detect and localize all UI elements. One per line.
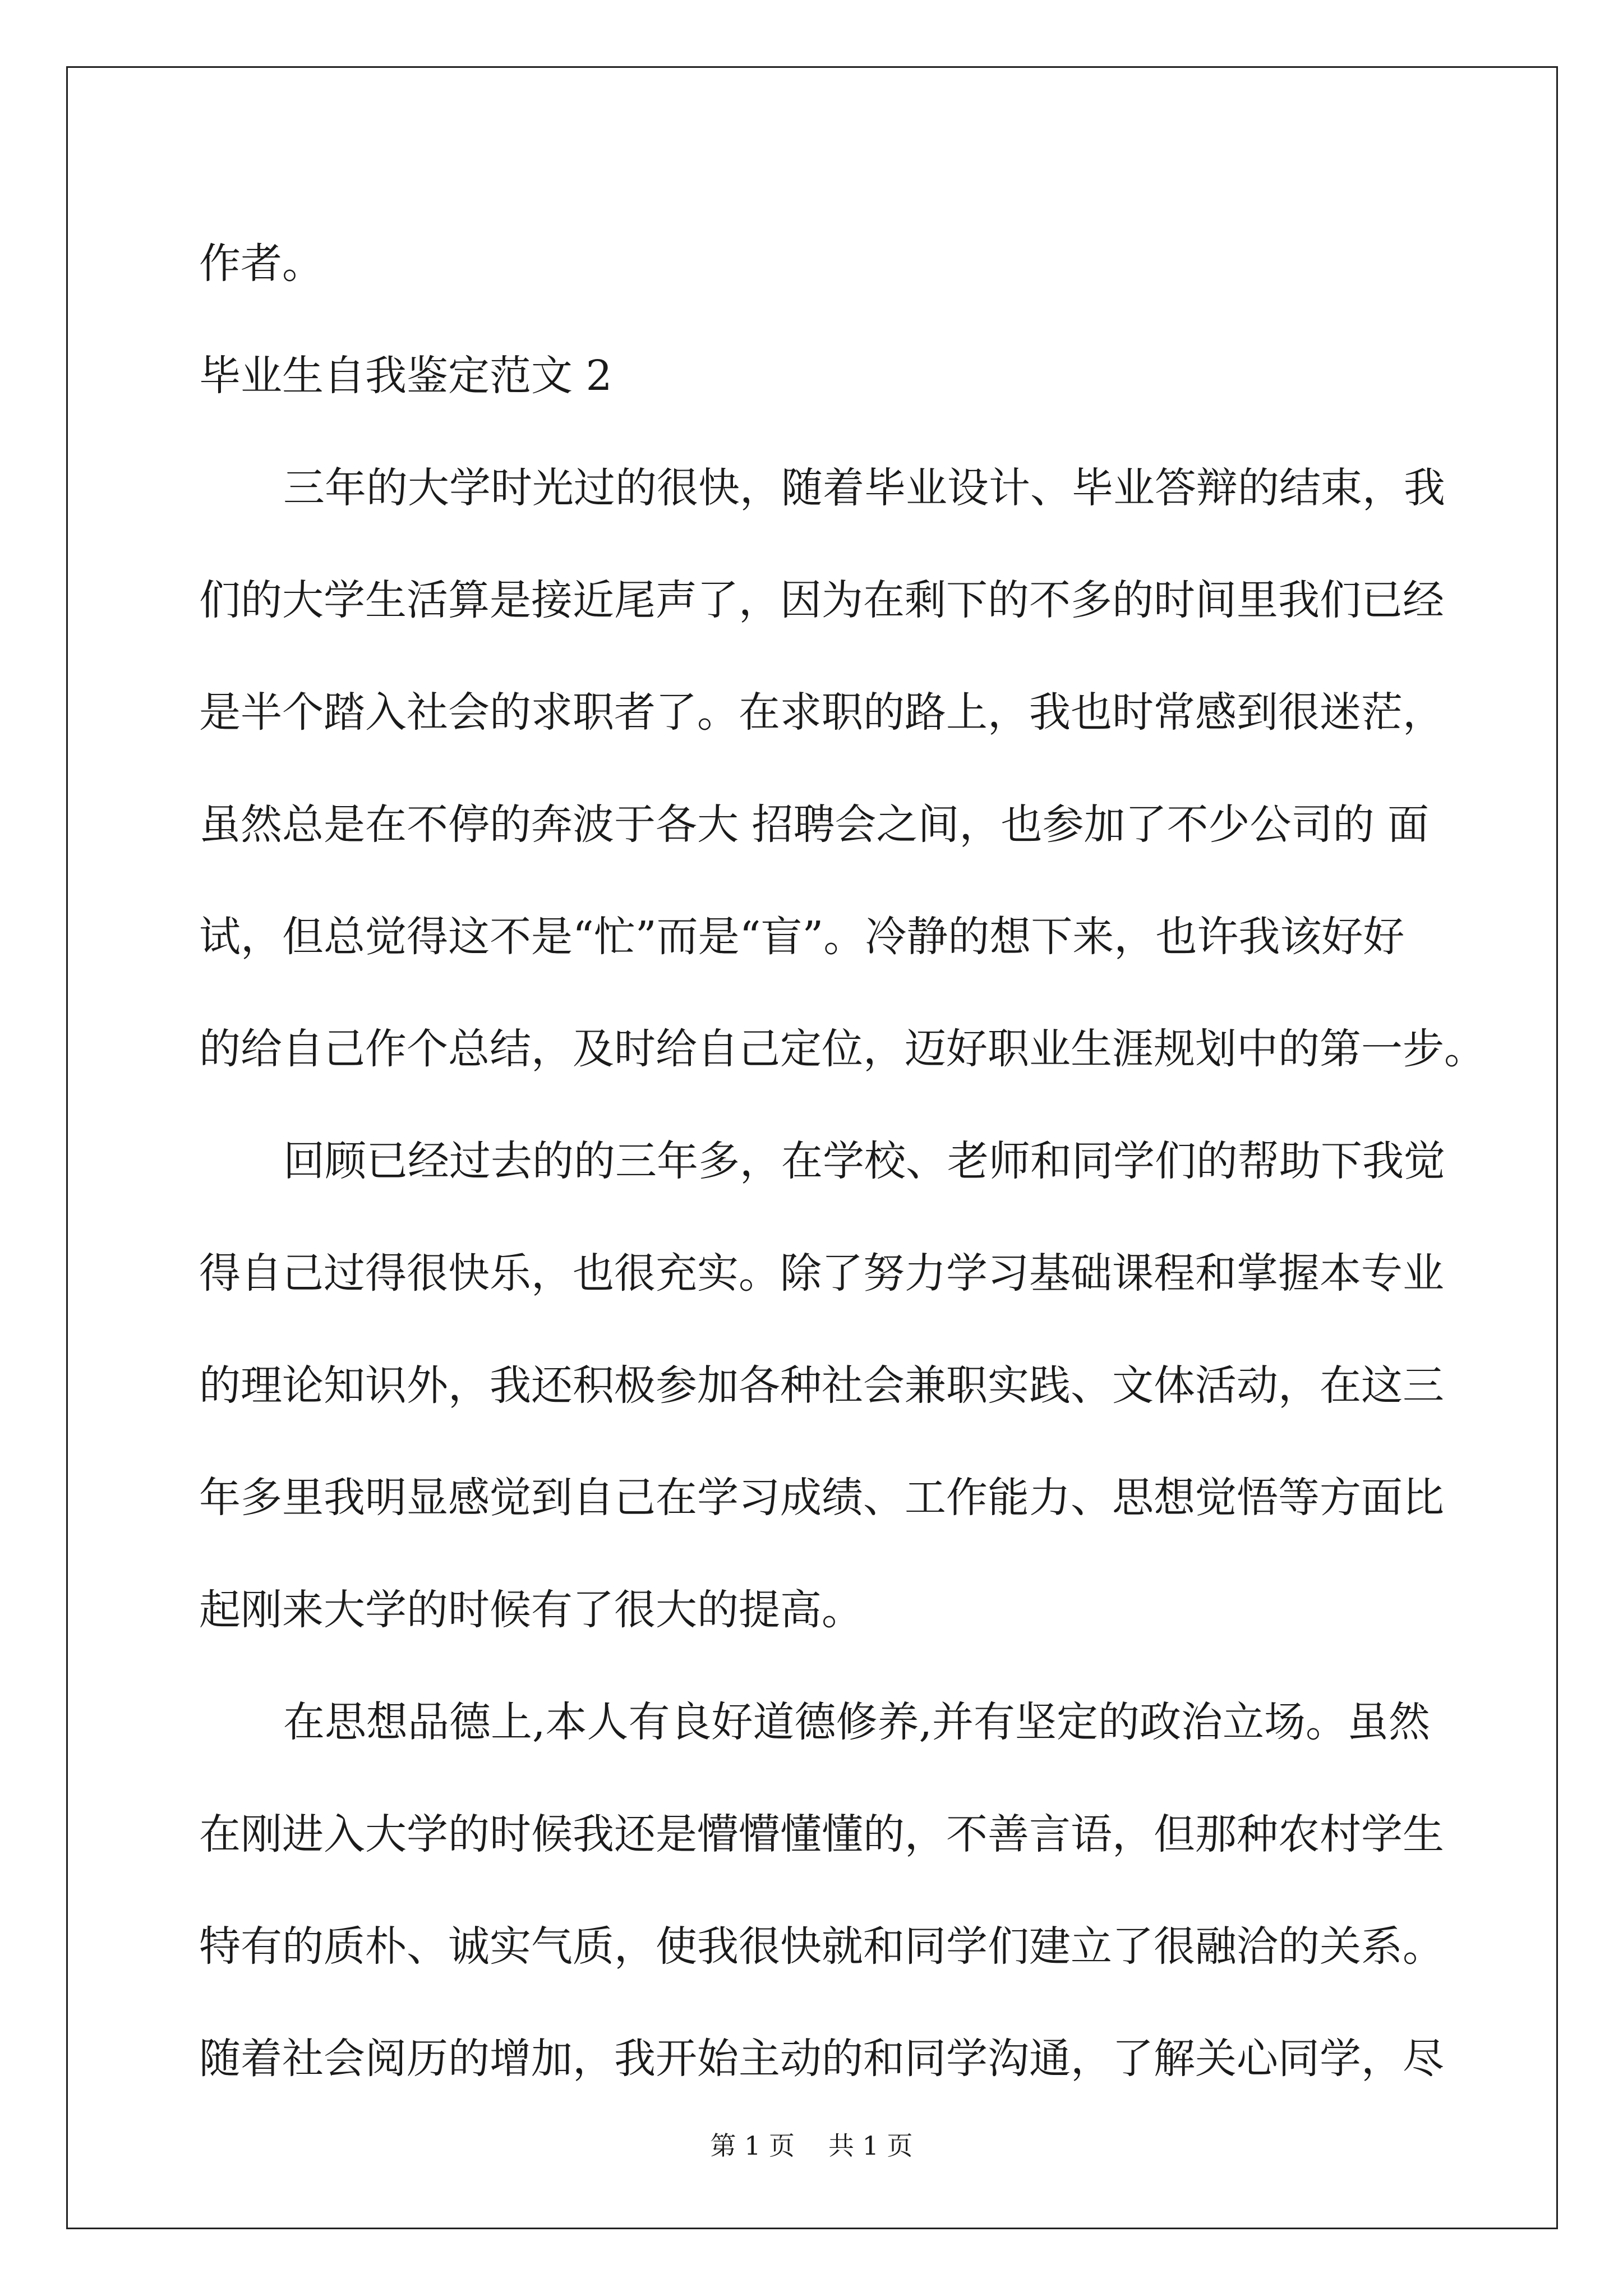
paragraph-line: 在思想品德上,本人有良好道德修养,并有坚定的政治立场。虽然	[283, 1698, 1431, 1746]
paragraph-line: 在刚进入大学的时候我还是懵懵懂懂的，不善言语，但那种农村学生	[199, 1810, 1444, 1858]
paragraph-line: 起刚来大学的时候有了很大的提高。	[199, 1586, 863, 1634]
paragraph-line: 年多里我明显感觉到自己在学习成绩、工作能力、思想觉悟等方面比	[199, 1474, 1444, 1522]
page-number-current: 第 1 页	[710, 2131, 795, 2161]
paragraph-line: 的给自己作个总结，及时给自己定位，迈好职业生涯规划中的第一步。	[199, 1025, 1486, 1073]
paragraph-line: 随着社会阅历的增加，我开始主动的和同学沟通，了解关心同学，尽	[199, 2035, 1444, 2083]
paragraph-line: 回顾已经过去的的三年多，在学校、老师和同学们的帮助下我觉	[283, 1137, 1445, 1185]
document-body	[199, 208, 1486, 2115]
paragraph-line: 试，但总觉得这不是“忙”而是“盲”。冷静的想下来，也许我该好好	[199, 913, 1405, 961]
paragraph-line: 虽然总是在不停的奔波于各大 招聘会之间，也参加了不少公司的 面	[199, 800, 1430, 849]
page-footer	[0, 2129, 1623, 2162]
paragraph-line: 们的大学生活算是接近尾声了，因为在剩下的不多的时间里我们已经	[199, 576, 1444, 624]
section-heading: 毕业生自我鉴定范文 2	[199, 352, 612, 400]
paragraph-line: 得自己过得很快乐，也很充实。除了努力学习基础课程和掌握本专业	[199, 1249, 1444, 1297]
page-number-total: 共 1 页	[828, 2131, 913, 2161]
paragraph-line: 的理论知识外，我还积极参加各种社会兼职实践、文体活动，在这三	[199, 1361, 1444, 1410]
paragraph-line: 三年的大学时光过的很快，随着毕业设计、毕业答辩的结束，我	[283, 464, 1445, 512]
text-line: 作者。	[199, 240, 324, 288]
paragraph-line: 特有的质朴、诚实气质，使我很快就和同学们建立了很融洽的关系。	[199, 1922, 1444, 1971]
paragraph-line: 是半个踏入社会的求职者了。在求职的路上，我也时常感到很迷茫，	[199, 688, 1444, 737]
